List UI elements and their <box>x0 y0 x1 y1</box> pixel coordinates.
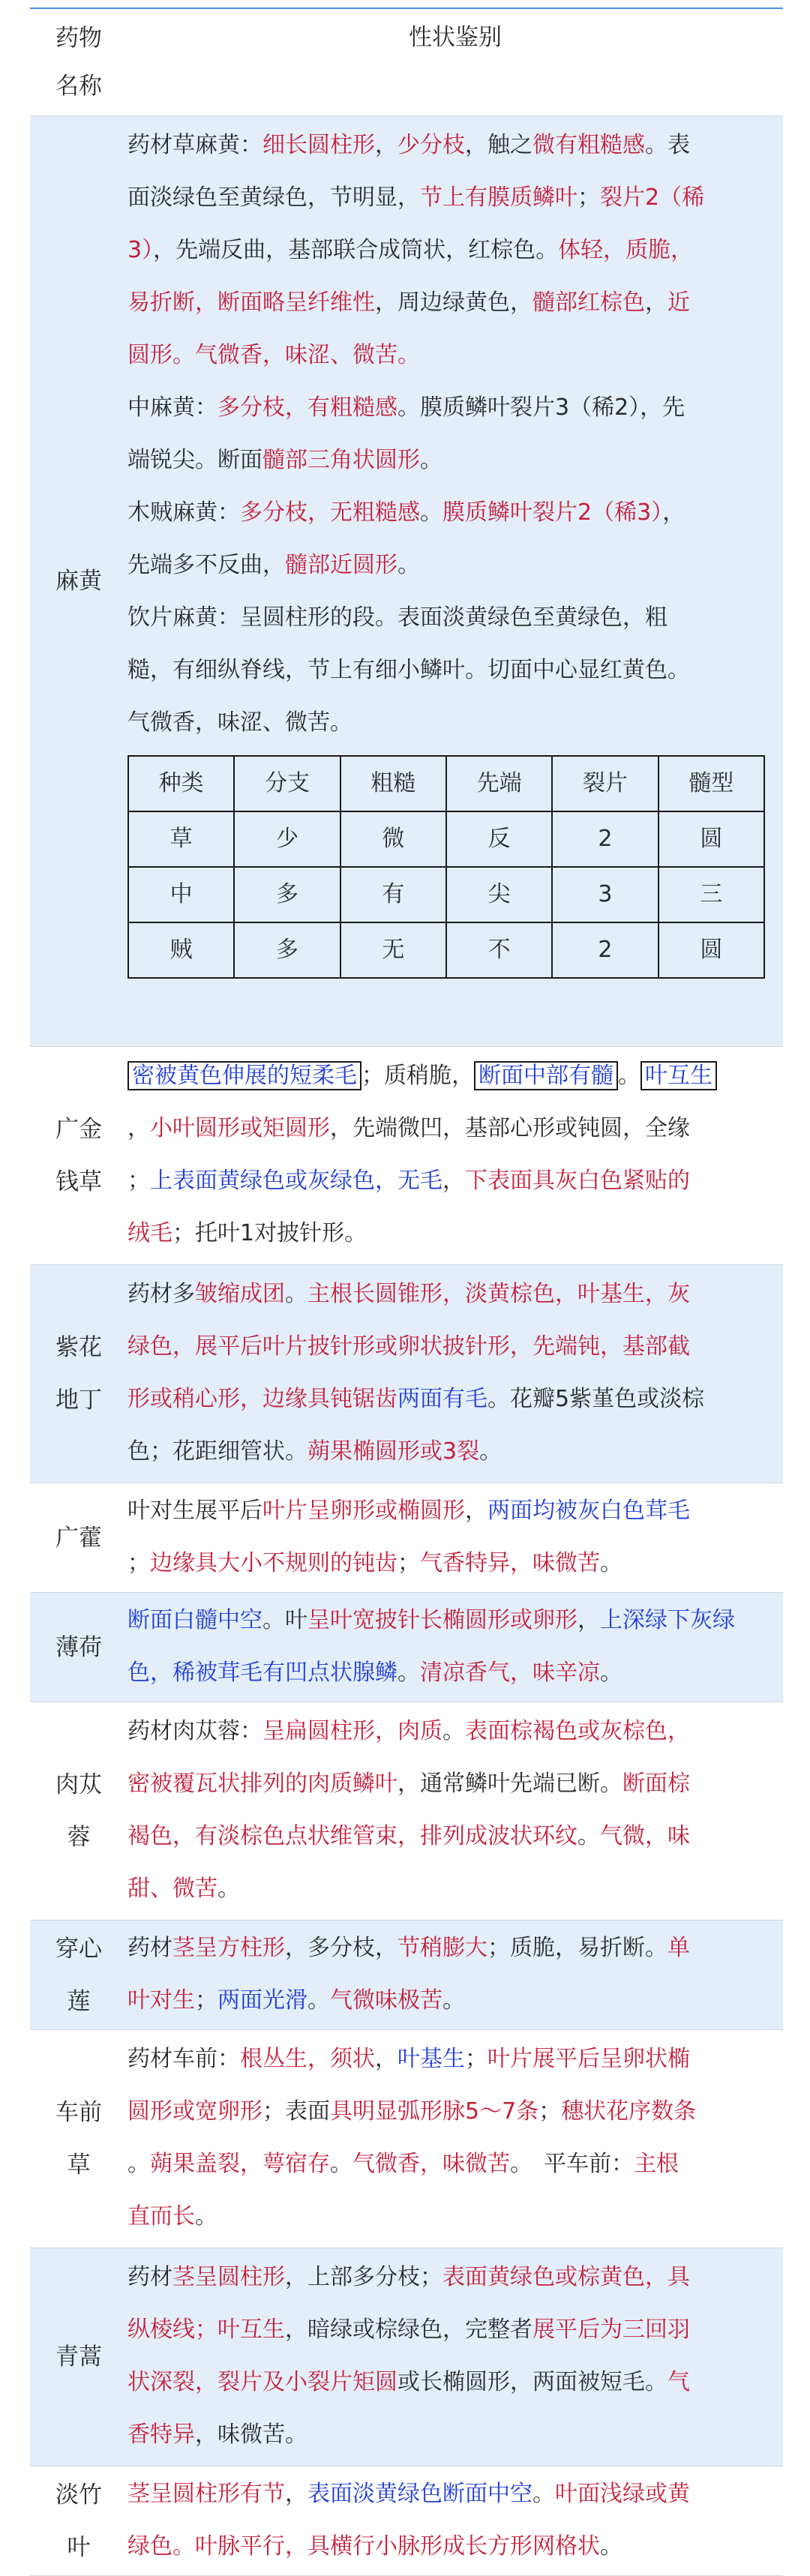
table-row: 种类 分支 粗糙 先端 裂片 髓型 <box>128 756 764 811</box>
mahuang-comparison-table <box>128 755 765 979</box>
header-desc-cell: 性状鉴别 <box>409 24 502 51</box>
herb-description: 密被黄色伸展的短柔毛 ；质稍脆， 断面中部有髓 。 叶互生 ，小叶圆形或矩圆形，先端微凹，基部心形或钝圆，全缘 ；上表面黄绿色或灰绿色，无毛，下表面具灰白色紧贴的 绒毛；托叶1对披针形。 <box>128 1047 783 1264</box>
herb-description: 药材草麻黄：细长圆柱形，少分枝，触之微有粗糙感。表 面淡绿色至黄绿色，节明显，节上有膜质鳞叶；裂片2（稀 3），先端反曲，基部联合成筒状，红棕色。体轻，质脆， 易折断，断面略呈纤维性，周边绿黄色，髓部红棕色，近 圆形。气微香，味涩、微苦。 中麻黄：多分枝，有粗糙感。膜质鳞叶裂片3（稀2），先 端锐尖。断面髓部三角状圆形。 木贼麻黄：多分枝，无粗糙感。膜质鳞叶裂片2（稀3）， 先端多不反曲，髓部近圆形。 饮片麻黄：呈圆柱形的段。表面淡黄绿色至黄绿色，粗 糙，有细纵脊线，节上有细小鳞叶。切面中心显红黄色。 气微香，味涩、微苦。 种类 分支 粗糙 先端 裂片 髓型 草 少 微 反 2 圆 中 多 有 尖 3 三 贼 多 无 不 2 圆 <box>128 116 783 1046</box>
herb-description: 药材车前：根丛生，须状，叶基生；叶片展平后呈卵状椭 圆形或宽卵形；表面具明显弧形脉5～7条；穗状花序数条 。蒴果盖裂，萼宿存。气微香，味微苦。 平车前：主根 直而长。 <box>128 2046 697 2230</box>
herb-name: 紫花 地丁 <box>56 1334 102 1414</box>
herb-name: 广金 钱草 <box>56 1116 102 1195</box>
herb-name: 车前 草 <box>56 2099 102 2179</box>
table-row: 草 少 微 反 2 圆 <box>128 811 764 867</box>
table-row: 贼 多 无 不 2 圆 <box>128 922 764 978</box>
herb-name: 淡竹 叶 <box>56 2481 102 2561</box>
table-row-guanghuo <box>30 1483 783 1593</box>
table-row-guangjinqiancao <box>30 1047 783 1265</box>
table-row-roucongrong <box>30 1702 783 1921</box>
table-row-bohe <box>30 1593 783 1702</box>
herb-name: 广藿 <box>56 1524 102 1552</box>
herb-description: 叶对生展平后叶片呈卵形或椭圆形，两面均被灰白色茸毛 ；边缘具大小不规则的钝齿；气香特异，味微苦。 <box>128 1498 690 1576</box>
table-row-chuanxinlian <box>30 1921 783 2030</box>
herb-name: 薄荷 <box>56 1633 102 1661</box>
herb-name: 穿心 莲 <box>56 1935 102 2015</box>
herb-name: 青蒿 <box>56 2344 102 2371</box>
table-row-cheqiancao <box>30 2030 783 2248</box>
herb-name: 麻黄 <box>56 568 102 595</box>
table-row-mahuang <box>30 116 783 1047</box>
herb-identification-table <box>30 7 783 2576</box>
herb-description: 药材肉苁蓉：呈扁圆柱形，肉质。表面棕褐色或灰棕色， 密被覆瓦状排列的肉质鳞叶，通常鳞叶先端已断。断面棕 褐色，有淡棕色点状维管束，排列成波状环纹。气微，味 甜、微苦。 <box>128 1718 690 1902</box>
herb-description: 断面白髓中空。叶呈叶宽披针长椭圆形或卵形，上深绿下灰绿 色，稀被茸毛有凹点状腺鳞。清凉香气，味辛凉。 <box>128 1607 735 1686</box>
herb-description: 药材茎呈方柱形，多分枝，节稍膨大；质脆，易折断。单 叶对生；两面光滑。气微味极苦。 <box>128 1935 690 2014</box>
table-row: 中 多 有 尖 3 三 <box>128 867 764 922</box>
header-name-line2: 名称 <box>56 73 102 100</box>
table-row-qinghao <box>30 2248 783 2467</box>
herb-description: 药材多皱缩成团。主根长圆锥形，淡黄棕色，叶基生，灰 绿色，展平后叶片披针形或卵状披针形，先端钝，基部截 形或稍心形，边缘具钝锯齿两面有毛。花瓣5紫堇色或淡棕 色；花距细管状。蒴果椭圆形或3裂。 <box>128 1281 705 1465</box>
header-name-cell <box>30 9 128 115</box>
herb-description: 药材茎呈圆柱形，上部多分枝；表面黄绿色或棕黄色，具 纵棱线；叶互生，暗绿或棕绿色，完整者展平后为三回羽 状深裂，裂片及小裂片矩圆或长椭圆形，两面被短毛。气 香特异，味微苦。 <box>128 2264 690 2448</box>
herb-name: 肉苁 蓉 <box>56 1771 102 1851</box>
header-name-line1: 药物 <box>56 25 102 52</box>
table-header <box>30 9 783 116</box>
table-row-danzhuye <box>30 2467 783 2576</box>
herb-description: 茎呈圆柱形有节，表面淡黄绿色断面中空。叶面浅绿或黄 绿色。叶脉平行，具横行小脉形成长方形网格状。 <box>128 2481 690 2560</box>
table-row-zihuadiding <box>30 1265 783 1483</box>
